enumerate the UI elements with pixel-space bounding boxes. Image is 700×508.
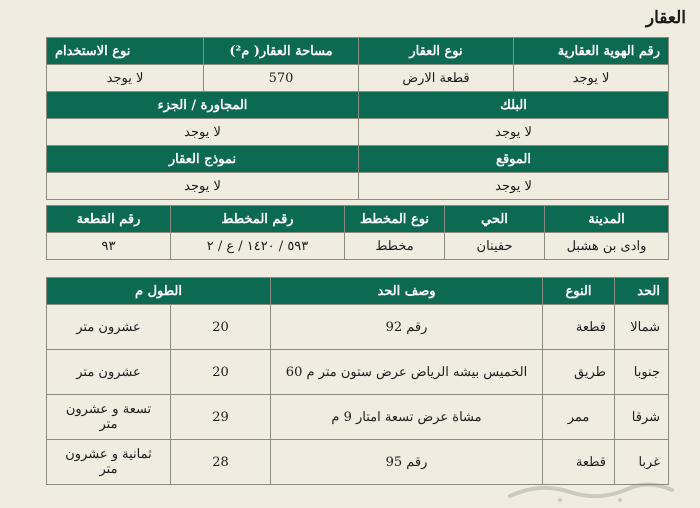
value-cell: لا يوجد bbox=[359, 173, 669, 200]
header-cell: رقم القطعة bbox=[47, 206, 171, 233]
value-cell: لا يوجد bbox=[47, 119, 359, 146]
table-header-row bbox=[47, 146, 669, 173]
value-cell: لا يوجد bbox=[47, 65, 204, 92]
header-cell: مساحة العقار( م²) bbox=[204, 38, 359, 65]
table-row bbox=[47, 233, 669, 260]
boundary-length-text: عشرون متر bbox=[47, 350, 171, 395]
header-cell: البلك bbox=[359, 92, 669, 119]
header-cell: نوع الاستخدام bbox=[47, 38, 204, 65]
value-cell: مخطط bbox=[345, 233, 445, 260]
value-cell: لا يوجد bbox=[47, 173, 359, 200]
table-header-row bbox=[47, 278, 669, 305]
boundaries-table bbox=[46, 277, 669, 485]
boundary-direction: شرقا bbox=[615, 395, 669, 440]
header-cell: الموقع bbox=[359, 146, 669, 173]
header-cell: وصف الحد bbox=[271, 278, 543, 305]
boundary-length: 29 bbox=[171, 395, 271, 440]
value-cell: لا يوجد bbox=[514, 65, 669, 92]
boundary-type: قطعة bbox=[543, 305, 615, 350]
plan-details-table bbox=[46, 205, 669, 260]
page-title: العقار bbox=[645, 8, 686, 28]
boundary-description: الخميس بيشه الرياض عرض ستون متر م 60 bbox=[271, 350, 543, 395]
boundary-direction: شمالا bbox=[615, 305, 669, 350]
header-cell: نوع المخطط bbox=[345, 206, 445, 233]
table-row bbox=[47, 65, 669, 92]
header-cell: الحي bbox=[445, 206, 545, 233]
header-cell: رقم الهوية العقارية bbox=[514, 38, 669, 65]
value-cell: وادى بن هشبل bbox=[545, 233, 669, 260]
header-cell: الحد bbox=[615, 278, 669, 305]
boundary-length: 20 bbox=[171, 305, 271, 350]
header-cell: النوع bbox=[543, 278, 615, 305]
table-row bbox=[47, 395, 669, 440]
value-cell: حفينان bbox=[445, 233, 545, 260]
table-row bbox=[47, 305, 669, 350]
boundary-description: مشاة عرض تسعة امتار 9 م bbox=[271, 395, 543, 440]
table-row bbox=[47, 119, 669, 146]
boundary-type: طريق bbox=[543, 350, 615, 395]
boundary-direction: غربا bbox=[615, 440, 669, 485]
header-cell: رقم المخطط bbox=[171, 206, 345, 233]
table-header-row bbox=[47, 206, 669, 233]
table-header-row bbox=[47, 92, 669, 119]
header-cell: الطول م bbox=[47, 278, 271, 305]
table-header-row bbox=[47, 38, 669, 65]
value-cell: قطعة الارض bbox=[359, 65, 514, 92]
header-cell: نوع العقار bbox=[359, 38, 514, 65]
boundary-type: ممر bbox=[543, 395, 615, 440]
boundary-length-text: عشرون متر bbox=[47, 305, 171, 350]
value-cell: 570 bbox=[204, 65, 359, 92]
boundary-description: رقم 92 bbox=[271, 305, 543, 350]
value-cell: لا يوجد bbox=[359, 119, 669, 146]
table-row bbox=[47, 350, 669, 395]
header-cell: المدينة bbox=[545, 206, 669, 233]
header-cell: المجاورة / الجزء bbox=[47, 92, 359, 119]
boundary-description: رقم 95 bbox=[271, 440, 543, 485]
table-row bbox=[47, 173, 669, 200]
boundary-direction: جنوبا bbox=[615, 350, 669, 395]
property-details-table bbox=[46, 37, 669, 200]
header-cell: نموذج العقار bbox=[47, 146, 359, 173]
boundary-length: 28 bbox=[171, 440, 271, 485]
boundary-length-text: ثمانية و عشرون متر bbox=[47, 440, 171, 485]
boundary-type: قطعة bbox=[543, 440, 615, 485]
value-cell: ٥٩٣ / ١٤٢٠ / ع / ٢ bbox=[171, 233, 345, 260]
boundary-length-text: تسعة و عشرون متر bbox=[47, 395, 171, 440]
value-cell: ٩٣ bbox=[47, 233, 171, 260]
haraj-watermark-logo bbox=[500, 478, 680, 504]
boundary-length: 20 bbox=[171, 350, 271, 395]
